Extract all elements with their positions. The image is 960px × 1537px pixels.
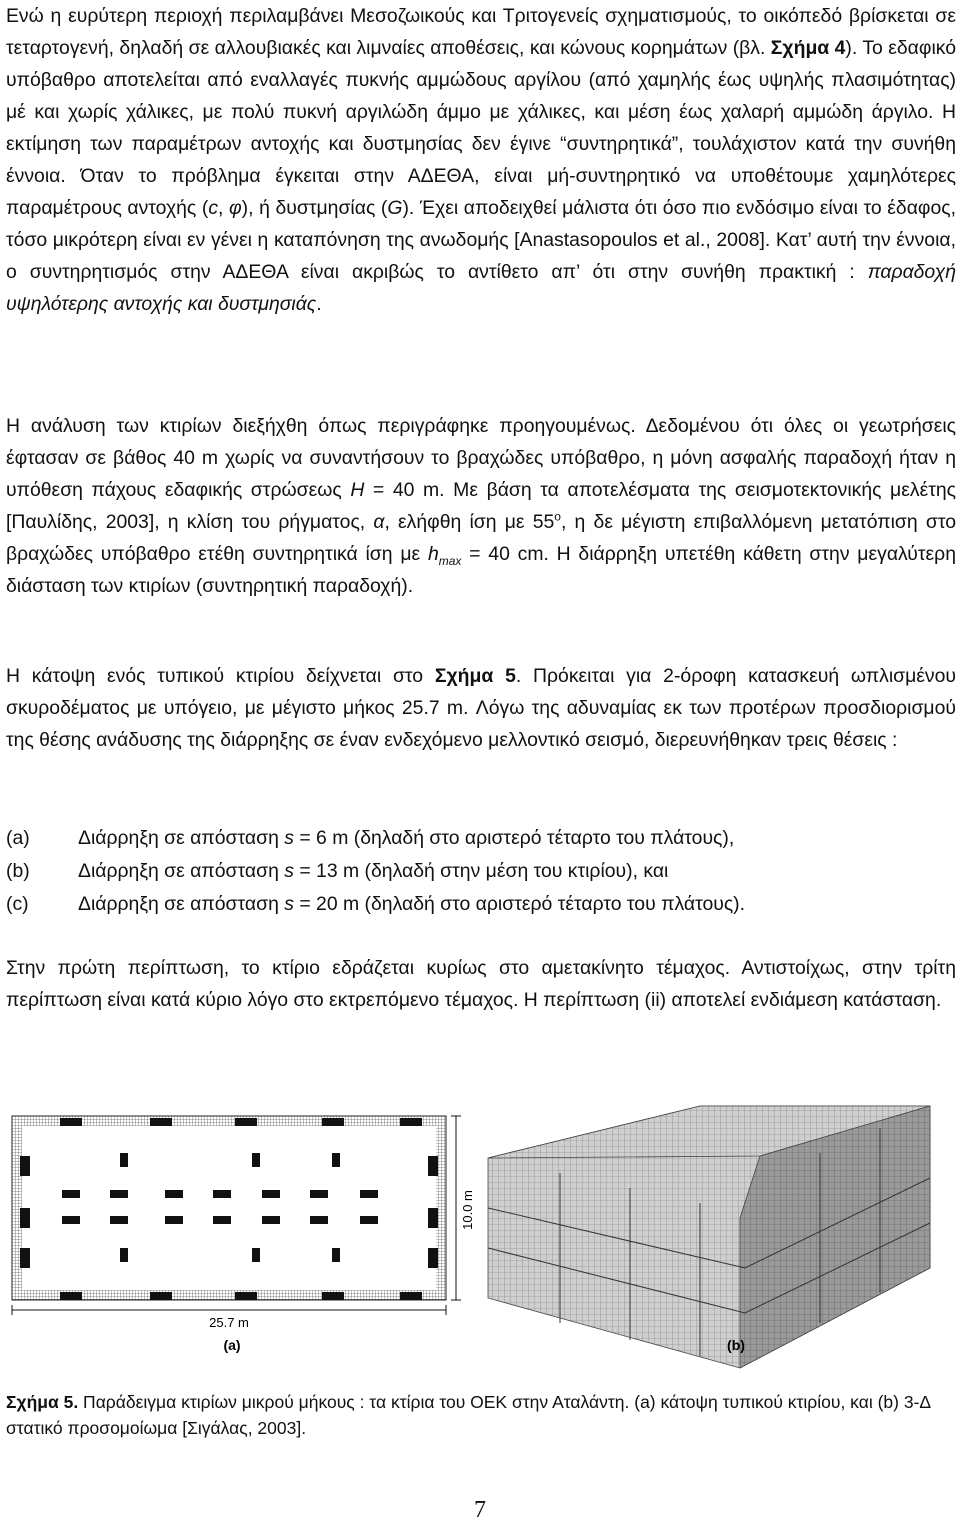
width-label: 10.0 m [460,1190,475,1230]
plan-interior [22,1126,436,1290]
3d-model [488,1106,930,1368]
label-b: (b) [727,1337,745,1353]
figure-svg [0,1098,960,1383]
caption-text: Παράδειγμα κτιρίων μικρού μήκους : τα κτίρια του ΟΕΚ στην Αταλάντη. (a) κάτοψη τυπικού κτιρίου, και (b) 3-Δ στατικό προσομοίωμα [Σιγάλας, 2003]. [6,1392,931,1438]
figure-reference: Σχήμα 4 [770,37,846,59]
rupture-positions-list [6,822,956,921]
emphasized-phrase: παραδοχή υψηλότερης αντοχής και δυστμησιάς [6,261,956,315]
paragraph-text: Η κάτοψη ενός τυπικού κτιρίου δείχνεται στο Σχήμα 5. Πρόκειται για 2-όροφη κατασκευή ωπλισμένου σκυροδέματος με υπόγειο, με μέγιστο μήκος 25.7 m. Λόγω της αδυναμίας εκ των προτέρων προσδιορισμού της θέσης ανάδυσης της διάρρηξης σε έναν ενδεχόμενο μελλοντικό σεισμό, διερευνήθηκαν τρεις θέσεις : [6,665,956,751]
list-item: (a) Διάρρηξη σε απόσταση s = 6 m (δηλαδή στο αριστερό τέταρτο του πλάτους), [6,827,735,849]
paragraph-text: Η ανάλυση των κτιρίων διεξήχθη όπως περιγράφηκε προηγουμένως. Δεδομένου ότι όλες οι γεωτρήσεις έφτασαν σε βάθος 40 m χωρίς να συναντήσουν το βραχώδες υπόβαθρο, η μόνη ασφαλής παραδοχή ήταν η υπόθεση πάχους εδαφικής στρώσεως H = 40 m. Με βάση τα αποτελέσματα της σεισμοτεκτονικής μελέτης [Παυλίδης, 2003], η κλίση του ρήγματος, α, ελήφθη ίση με $55^o$, η δε μέγιστη επιβαλλόμενη μετατόπιση στο βραχώδες υπόβαθρο ετέθη συντηρητικά ίση με $h_{max} = 40$ cm. Η διάρρηξη υπετέθη κάθετη στην μεγαλύτερη διάσταση των κτιρίων (συντηρητική παραδοχή). [6,415,956,597]
figure-caption [6,1389,956,1441]
floor-plan [12,1116,475,1353]
page-number: 7 [474,1497,486,1523]
figure-5 [0,1098,960,1383]
paragraph-cases [6,952,956,1016]
paragraph-geology [6,0,956,320]
figure-reference: Σχήμα 5 [434,665,516,687]
list-item: (b) Διάρρηξη σε απόσταση s = 13 m (δηλαδή στην μέση του κτιρίου), και [6,860,669,882]
list-item: (c) Διάρρηξη σε απόσταση s = 20 m (δηλαδή στο αριστερό τέταρτο του πλάτους). [6,893,746,915]
paragraph-text: Ενώ η ευρύτερη περιοχή περιλαμβάνει Μεσοζωικούς και Τριτογενείς σχηματισμούς, το οικόπεδό βρίσκεται σε τεταρτογενή, δηλαδή σε αλλουβιακές και λιμναίες αποθέσεις, και κώνους κορημάτων (βλ. Σχήμα 4). Το εδαφικό υπόβαθρο αποτελείται από εναλλαγές πυκνής αμμώδους αργίλου (από χαμηλής έως υψηλής πλασιμότητας) μέ και χωρίς χάλικες, με πολύ πυκνή αργιλώδη άμμο με χάλικες, και μέση έως χαλαρή αμμώδη άργιλο. Η εκτίμηση των παραμέτρων αντοχής και δυστμησίας δεν έγινε “συντηρητικά”, τουλάχιστον κατά την συνήθη έννοια. Όταν το πρόβλημα έγκειται στην ΑΔΕΘΑ, είναι μή-συντηρητικό να υποθέτουμε χαμηλότερες παραμέτρους αντοχής (c, φ), ή δυστμησίας (G). Έχει αποδειχθεί μάλιστα ότι όσο πιο ενδόσιμο είναι το έδαφος, τόσο μικρότερη είναι εν γένει η καταπόνηση της ανωδομής [Anastasopoulos et al., 2008]. Κατ’ αυτή την έννοια, ο συντηρητισμός στην ΑΔΕΘΑ είναι ακριβώς το αντίθετο απ’ ότι στην συνήθη πρακτική : παραδοχή υψηλότερης αντοχής και δυστμησιάς. [6,5,956,315]
caption-figure-label: Σχήμα 5. [6,1392,79,1412]
paragraph-analysis [6,410,956,602]
paragraph-building [6,660,956,756]
label-a: (a) [223,1337,241,1353]
paragraph-text: Στην πρώτη περίπτωση, το κτίριο εδράζεται κυρίως στο αμετακίνητο τέμαχος. Αντιστοίχως, στην τρίτη περίπτωση είναι κατά κύριο λόγο στο εκτρεπόμενο τέμαχος. Η περίπτωση (ii) αποτελεί ενδιάμεση κατάσταση. [6,957,956,1011]
length-label: 25.7 m [209,1315,249,1330]
